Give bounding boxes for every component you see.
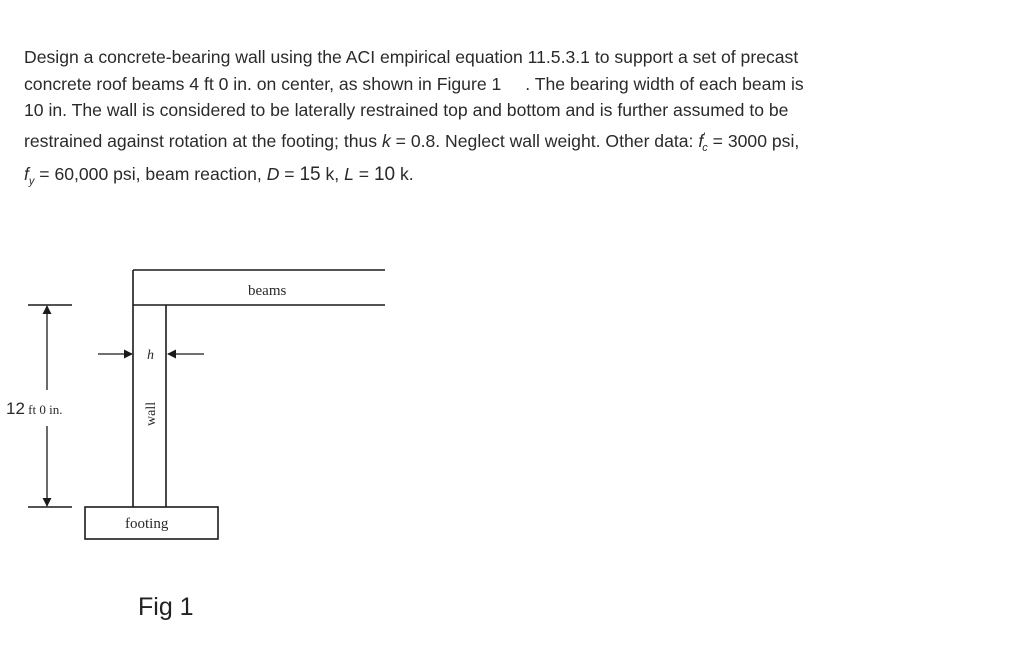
beam xyxy=(133,270,385,305)
wall xyxy=(133,305,166,507)
footing-label: footing xyxy=(125,516,169,532)
fc-value: = 3000 psi, xyxy=(707,130,800,151)
live-load-value: 10 xyxy=(373,164,396,186)
fc-prime: ′ xyxy=(703,130,706,143)
problem-text: ft 0 in. on center, as shown in Figure 1 xyxy=(199,73,502,94)
beams-label: beams xyxy=(248,283,287,299)
problem-text: restrained against rotation at the footing; thus xyxy=(24,130,382,151)
footing xyxy=(85,507,218,539)
fy-value: = 60,000 psi, beam reaction, xyxy=(34,164,267,185)
problem-text: k. xyxy=(395,164,414,185)
problem-text: . The bearing width of each beam is xyxy=(525,73,804,94)
equals-sign: = xyxy=(353,164,374,185)
wall-label: wall xyxy=(144,401,159,426)
fy-symbol: f xyxy=(24,164,29,185)
height-dimension xyxy=(6,305,72,507)
problem-text: Design a concrete-bearing wall using the ACI empirical equation 11.5.3.1 to support a set of precast xyxy=(24,47,799,67)
k-value: = 0.8. Neglect wall weight. Other data: xyxy=(390,130,699,151)
problem-text: 10 in. The wall is considered to be laterally restrained top and bottom and is further assumed to be xyxy=(24,100,789,120)
equals-sign: = xyxy=(279,164,300,185)
fy-subscript: y xyxy=(28,175,35,188)
live-load-symbol: L xyxy=(344,164,354,185)
k-symbol: k xyxy=(381,130,391,151)
thickness-dimension xyxy=(98,348,204,363)
height-value: 12 xyxy=(6,399,25,418)
dead-load-symbol: D xyxy=(266,164,280,185)
height-unit: ft 0 in. xyxy=(24,402,63,417)
problem-text: k, xyxy=(320,164,345,185)
figure-caption: Fig 1 xyxy=(138,593,194,621)
beam-spacing-value: 4 xyxy=(189,73,200,94)
thickness-label: h xyxy=(147,348,154,363)
dead-load-value: 15 xyxy=(299,164,321,186)
problem-text: concrete roof beams xyxy=(24,73,190,94)
height-label xyxy=(6,399,62,418)
fc-symbol: f xyxy=(698,130,704,151)
fc-subscript: c xyxy=(702,141,708,154)
